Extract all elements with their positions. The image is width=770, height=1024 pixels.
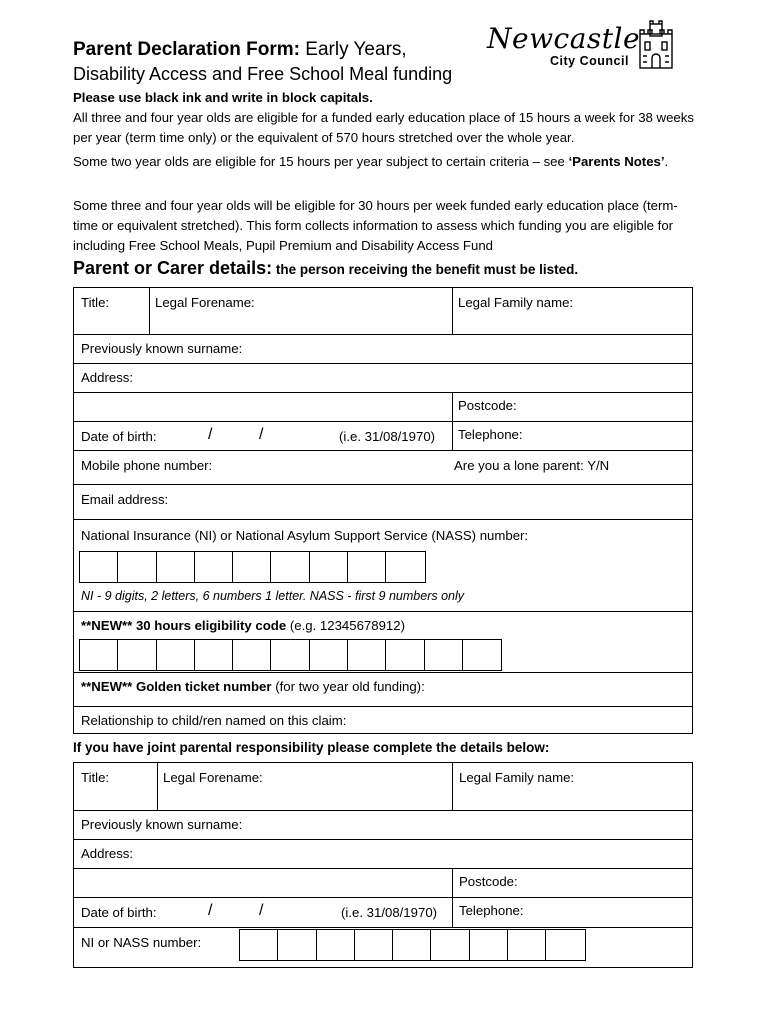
telephone-field[interactable]: Telephone:	[458, 427, 523, 442]
digit-box[interactable]	[271, 640, 309, 670]
joint-postcode-field[interactable]: Postcode:	[459, 874, 518, 889]
digit-box[interactable]	[348, 552, 386, 582]
previous-surname-field[interactable]: Previously known surname:	[81, 341, 243, 356]
digit-box[interactable]	[278, 930, 316, 960]
relationship-field[interactable]: Relationship to child/ren named on this claim:	[81, 713, 347, 728]
digit-box[interactable]	[233, 552, 271, 582]
dob-field[interactable]: Date of birth:	[81, 429, 157, 444]
digit-box[interactable]	[348, 640, 386, 670]
digit-box[interactable]	[431, 930, 469, 960]
section-heading-parent: Parent or Carer details: the person receiving the benefit must be listed.	[73, 258, 579, 278]
section-heading-joint: If you have joint parental responsibility please complete the details below:	[73, 740, 550, 755]
joint-telephone-field[interactable]: Telephone:	[459, 903, 524, 918]
digit-box[interactable]	[310, 552, 348, 582]
digit-box[interactable]	[463, 640, 501, 670]
parent-details-box	[73, 287, 693, 734]
intro-paragraph-3: Some three and four year olds will be eligible for 30 hours per week funded early education place (term-time or equivalent stretched). This form collects information to assess which funding you are eligible for including Free School Meals, Pupil Premium and Disability Access Fund	[73, 198, 678, 253]
joint-family-name-field[interactable]: Legal Family name:	[459, 770, 575, 785]
form-subtitle: Disability Access and Free School Meal funding	[73, 64, 453, 84]
golden-ticket-field[interactable]: **NEW** Golden ticket number (for two year old funding):	[81, 679, 425, 694]
digit-box[interactable]	[508, 930, 546, 960]
digit-box[interactable]	[157, 552, 195, 582]
address-field[interactable]: Address:	[81, 370, 134, 385]
digit-box[interactable]	[271, 552, 309, 582]
digit-box[interactable]	[157, 640, 195, 670]
digit-box[interactable]	[240, 930, 278, 960]
joint-previous-surname-field[interactable]: Previously known surname:	[81, 817, 243, 832]
joint-ni-nass-digit-boxes[interactable]	[239, 929, 586, 961]
email-field[interactable]: Email address:	[81, 492, 169, 507]
lone-parent-field[interactable]: Are you a lone parent: Y/N	[454, 458, 610, 473]
title-field[interactable]: Title:	[81, 295, 110, 310]
eligibility-code-boxes[interactable]	[79, 639, 502, 671]
logo-wordmark: Newcastle	[487, 22, 641, 55]
digit-box[interactable]	[470, 930, 508, 960]
instruction-text: Please use black ink and write in block capitals.	[73, 90, 373, 105]
digit-box[interactable]	[355, 930, 393, 960]
postcode-field[interactable]: Postcode:	[458, 398, 517, 413]
intro-paragraph-1: All three and four year olds are eligible for a funded early education place of 15 hours a week for 38 weeks per year (term time only) or the equivalent of 570 hours stretched over the whole year.	[73, 110, 694, 145]
ni-nass-label: National Insurance (NI) or National Asylum Support Service (NASS) number:	[81, 528, 529, 543]
joint-ni-nass-label: NI or NASS number:	[81, 935, 202, 950]
digit-box[interactable]	[310, 640, 348, 670]
dob-slash-2: /	[259, 426, 264, 443]
digit-box[interactable]	[386, 640, 424, 670]
mobile-field[interactable]: Mobile phone number:	[81, 458, 213, 473]
logo-subtitle: City Council	[550, 54, 629, 68]
form-title: Parent Declaration Form: Early Years,	[73, 39, 407, 60]
joint-dob-field[interactable]: Date of birth:	[81, 905, 157, 920]
family-name-field[interactable]: Legal Family name:	[458, 295, 574, 310]
dob-slash-1: /	[208, 426, 213, 443]
forename-field[interactable]: Legal Forename:	[155, 295, 255, 310]
digit-box[interactable]	[118, 552, 156, 582]
digit-box[interactable]	[80, 552, 118, 582]
joint-details-box	[73, 762, 693, 968]
digit-box[interactable]	[393, 930, 431, 960]
joint-dob-slash-1: /	[208, 902, 213, 919]
digit-box[interactable]	[546, 930, 584, 960]
digit-box[interactable]	[195, 552, 233, 582]
joint-dob-example: (i.e. 31/08/1970)	[341, 905, 438, 920]
joint-forename-field[interactable]: Legal Forename:	[163, 770, 263, 785]
castle-icon	[637, 20, 675, 70]
digit-box[interactable]	[386, 552, 424, 582]
digit-box[interactable]	[118, 640, 156, 670]
digit-box[interactable]	[233, 640, 271, 670]
ni-nass-digit-boxes[interactable]	[79, 551, 426, 583]
ni-nass-note: NI - 9 digits, 2 letters, 6 numbers 1 letter. NASS - first 9 numbers only	[81, 589, 465, 603]
joint-dob-slash-2: /	[259, 902, 264, 919]
eligibility-code-label: **NEW** 30 hours eligibility code (e.g. 12345678912)	[81, 618, 405, 633]
council-logo	[487, 20, 677, 72]
joint-title-field[interactable]: Title:	[81, 770, 110, 785]
digit-box[interactable]	[317, 930, 355, 960]
dob-example: (i.e. 31/08/1970)	[339, 429, 436, 444]
digit-box[interactable]	[425, 640, 463, 670]
joint-address-field[interactable]: Address:	[81, 846, 134, 861]
digit-box[interactable]	[80, 640, 118, 670]
intro-paragraph-2: Some two year olds are eligible for 15 hours per year subject to certain criteria – see ‘Parents Notes’.	[73, 154, 669, 169]
digit-box[interactable]	[195, 640, 233, 670]
